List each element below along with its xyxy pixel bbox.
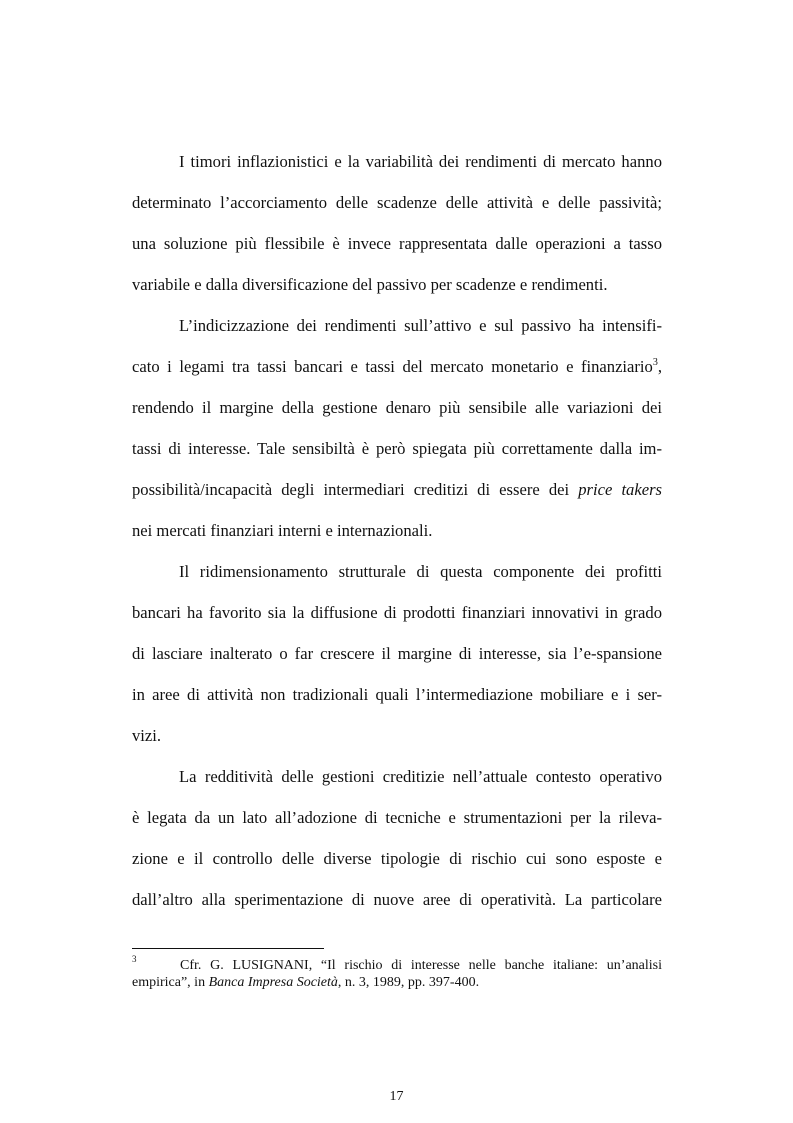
footnote-number: 3 bbox=[132, 954, 137, 964]
paragraph-1-line-2: determinato l’accorciamento delle scadenze delle attività e delle passività; bbox=[132, 193, 662, 212]
price-takers-term: price takers bbox=[578, 480, 662, 499]
paragraph-3-line-4: in aree di attività non tradizionali quali l’intermediazione mobiliare e i ser- bbox=[132, 685, 662, 704]
footnote-line-2-after: , n. 3, 1989, pp. 397-400. bbox=[337, 975, 480, 990]
paragraph-2-line-1: L’indicizzazione dei rendimenti sull’attivo e sul passivo ha intensifi- bbox=[179, 316, 662, 335]
footnote-line-2 bbox=[132, 974, 662, 992]
paragraph-2-line-6: nei mercati finanziari interni e internazionali. bbox=[132, 521, 433, 540]
footnote-line-2-before: empirica”, in bbox=[132, 975, 206, 990]
paragraph-1-line-4: variabile e dalla diversificazione del passivo per scadenze e rendimenti. bbox=[132, 275, 608, 294]
paragraph-2-line-3: rendendo il margine della gestione denaro più sensibile alle variazioni dei bbox=[132, 398, 662, 417]
paragraph-3-line-2: bancari ha favorito sia la diffusione di prodotti finanziari innovativi in grado bbox=[132, 603, 662, 622]
paragraph-4-line-1: La redditività delle gestioni creditizie nell’attuale contesto operativo bbox=[179, 767, 662, 786]
footnote-reference[interactable]: 3 bbox=[652, 357, 658, 368]
paragraph-4-line-3: zione e il controllo delle diverse tipologie di rischio cui sono esposte e bbox=[132, 849, 662, 868]
footnote-line-1-text: Cfr. G. LUSIGNANI, “Il rischio di interesse nelle banche italiane: un’analisi bbox=[180, 958, 662, 973]
footnote-journal-title: Banca Impresa Società bbox=[208, 975, 338, 990]
paragraph-2-line-5 bbox=[132, 480, 662, 500]
paragraph-2-line-4: tassi di interesse. Tale sensibiltà è però spiegata più correttamente dalla im- bbox=[132, 439, 662, 458]
paragraph-2-line-2 bbox=[132, 357, 662, 377]
paragraph-3-line-1: Il ridimensionamento strutturale di questa componente dei profitti bbox=[179, 562, 662, 581]
paragraph-2-line-2-comma: , bbox=[657, 357, 662, 376]
paragraph-4-line-2: è legata da un lato all’adozione di tecniche e strumentazioni per la rileva- bbox=[132, 808, 662, 827]
paragraph-3-line-3: di lasciare inalterato o far crescere il margine di interesse, sia l’e-spansione bbox=[132, 644, 662, 663]
paragraph-3-line-5: vizi. bbox=[132, 726, 162, 745]
footnote-separator bbox=[132, 948, 324, 949]
paragraph-2-line-5-text: possibilità/incapacità degli intermediari creditizi di essere dei bbox=[132, 480, 570, 499]
paragraph-1-line-3: una soluzione più flessibile è invece rappresentata dalle operazioni a tasso bbox=[132, 234, 662, 253]
paragraph-2-line-2-text: cato i legami tra tassi bancari e tassi del mercato monetario e finanziario bbox=[132, 357, 653, 376]
page-number: 17 bbox=[389, 1089, 404, 1104]
footnote-line-1 bbox=[132, 954, 662, 975]
paragraph-1-line-1: I timori inflazionistici e la variabilità dei rendimenti di mercato hanno bbox=[179, 152, 662, 171]
footnote-marker bbox=[132, 954, 180, 975]
paragraph-4-line-4: dall’altro alla sperimentazione di nuove aree di operatività. La particolare bbox=[132, 890, 662, 909]
